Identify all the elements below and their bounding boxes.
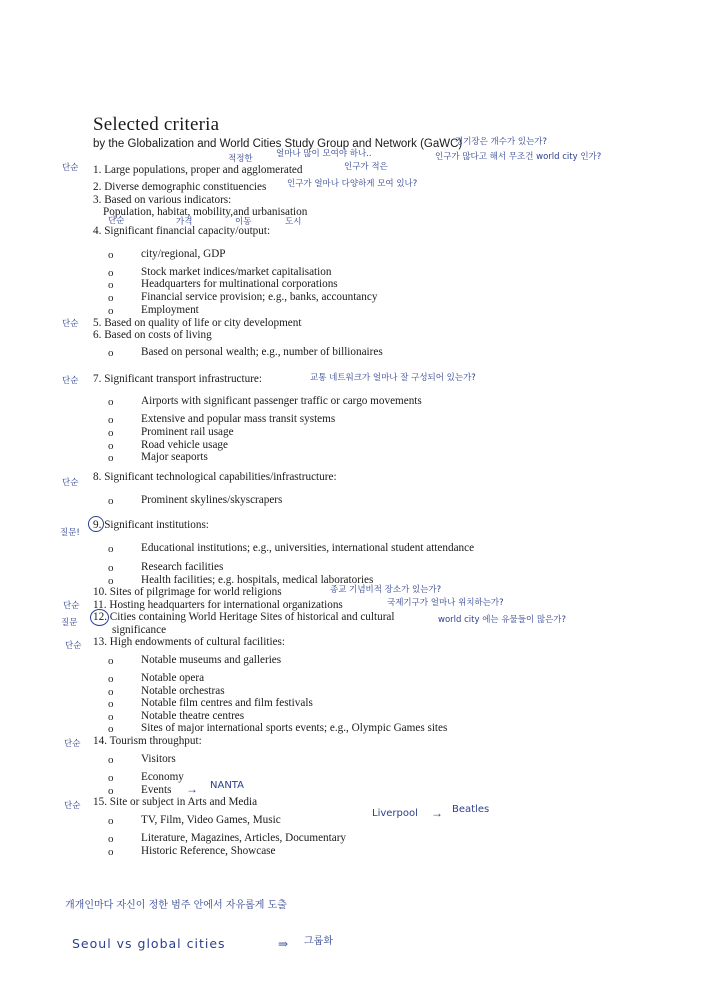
sub-item: Notable opera [141, 672, 205, 684]
handwritten-note: 개개인마다 자신이 정한 범주 안에서 자유롭게 도출 [65, 900, 287, 911]
criterion-12-cont: significance [112, 624, 167, 636]
criterion-9: 9. Significant institutions: [93, 519, 209, 531]
sub-item: Events [141, 784, 172, 796]
bullet-marker: o [108, 427, 114, 439]
bullet-marker: o [108, 292, 114, 304]
criterion-1: 1. Large populations, proper and agglomerated [93, 164, 303, 176]
bullet-marker: o [108, 495, 114, 507]
bullet-marker: o [108, 655, 114, 667]
bullet-marker: o [108, 396, 114, 408]
arrow-icon: → [431, 806, 443, 820]
criterion-6: 6. Based on costs of living [93, 329, 212, 341]
sub-item: Road vehicle usage [141, 439, 228, 451]
criterion-13: 13. High endowments of cultural facilities: [93, 636, 286, 648]
handwritten-note: 종교 기념비적 장소가 있는가? [330, 585, 442, 595]
circle-mark [88, 516, 104, 532]
sub-item: Financial service provision; e.g., banks, accountancy [141, 291, 378, 303]
bullet-marker: o [108, 267, 114, 279]
handwritten-note: 적정한 [228, 154, 253, 164]
sub-item: Notable orchestras [141, 685, 225, 697]
bullet-marker: o [108, 562, 114, 574]
sub-item: Employment [141, 304, 199, 316]
sub-item: Health facilities; e.g. hospitals, medical laboratories [141, 574, 374, 586]
sub-item: Educational institutions; e.g., universities, international student attendance [141, 542, 475, 554]
handwritten-note: 단순 [64, 739, 81, 749]
bullet-marker: o [108, 698, 114, 710]
sub-item: Notable museums and galleries [141, 654, 282, 666]
bullet-marker: o [108, 249, 114, 261]
bullet-marker: o [108, 833, 114, 845]
criterion-10: 10. Sites of pilgrimage for world religions [93, 586, 282, 598]
bullet-marker: o [108, 543, 114, 555]
handwritten-note: 질문! [60, 528, 80, 538]
handwritten-note: 인구가 적은 [344, 162, 388, 172]
bullet-marker: o [108, 347, 114, 359]
sub-item: Economy [141, 771, 184, 783]
handwritten-note: 교통 네트워크가 얼마나 잘 구성되어 있는가? [310, 373, 476, 383]
handwritten-note: 그룹화 [304, 936, 333, 947]
sub-item: Prominent rail usage [141, 426, 234, 438]
handwritten-note: 단순 [64, 801, 81, 811]
handwritten-note: 단순 [62, 319, 79, 329]
criterion-2: 2. Diverse demographic constituencies [93, 181, 267, 193]
handwritten-note: 국제기구가 얼마나 위치하는가? [387, 598, 504, 608]
sub-item: Sites of major international sports events; e.g., Olympic Games sites [141, 722, 448, 734]
sub-item: Historic Reference, Showcase [141, 845, 276, 857]
handwritten-note: world city 에는 유물들이 많은가? [438, 615, 567, 625]
sub-item: city/regional, GDP [141, 248, 226, 260]
bullet-marker: o [108, 723, 114, 735]
criterion-15: 15. Site or subject in Arts and Media [93, 796, 258, 808]
criterion-7: 7. Significant transport infrastructure: [93, 373, 263, 385]
handwritten-note: 단순 [62, 478, 79, 488]
document-subtitle: by the Globalization and World Cities Study Group and Network (GaWC) [93, 138, 463, 150]
criterion-4: 4. Significant financial capacity/output: [93, 225, 271, 237]
sub-item: Based on personal wealth; e.g., number of billionaires [141, 346, 383, 358]
handwritten-note: 가격 [176, 217, 193, 227]
handwritten-note: 단순 [62, 376, 79, 386]
handwritten-note: 단순 [65, 641, 82, 651]
handwritten-note: 인구가 얼마나 다양하게 모여 있나? [287, 179, 418, 189]
bullet-marker: o [108, 673, 114, 685]
criterion-14: 14. Tourism throughput: [93, 735, 202, 747]
criterion-5: 5. Based on quality of life or city development [93, 317, 302, 329]
bullet-marker: o [108, 279, 114, 291]
handwritten-note: 도시 [285, 217, 302, 227]
handwritten-note: 단순 [108, 216, 125, 226]
sub-item: TV, Film, Video Games, Music [141, 814, 281, 826]
handwritten-note: 질문 [61, 618, 78, 628]
bullet-marker: o [108, 711, 114, 723]
document-title: Selected criteria [93, 114, 220, 135]
criterion-3: 3. Based on various indicators: [93, 194, 232, 206]
bullet-marker: o [108, 785, 114, 797]
bullet-marker: o [108, 440, 114, 452]
handwritten-note: 인구가 많다고 해서 무조건 world city 인가? [435, 152, 602, 162]
sub-item: Notable film centres and film festivals [141, 697, 313, 709]
handwritten-note: 단순 [62, 163, 79, 173]
sub-item: Headquarters for multinational corporations [141, 278, 338, 290]
handwritten-note: 이동 [235, 217, 252, 227]
handwritten-note: Beatles [452, 804, 490, 815]
arrow-icon: → [186, 782, 198, 796]
sub-item: Stock market indices/market capitalisation [141, 266, 332, 278]
sub-item: Notable theatre centres [141, 710, 245, 722]
handwritten-note: NANTA [210, 780, 244, 791]
bullet-marker: o [108, 686, 114, 698]
handwritten-note: 얼마나 많이 모여야 하나.. [276, 149, 372, 159]
arrow-icon: ⇒ [278, 937, 289, 951]
criterion-11: 11. Hosting headquarters for international organizations [93, 599, 343, 611]
bullet-marker: o [108, 575, 114, 587]
criterion-12: 12. Cities containing World Heritage Sites of historical and cultural [93, 611, 395, 623]
sub-item: Research facilities [141, 561, 224, 573]
sub-item: Prominent skylines/skyscrapers [141, 494, 283, 506]
handwritten-note: 단순 [63, 601, 80, 611]
handwritten-note: Seoul vs global cities [72, 936, 226, 951]
bullet-marker: o [108, 846, 114, 858]
sub-item: Literature, Magazines, Articles, Documentary [141, 832, 347, 844]
sub-item: Visitors [141, 753, 176, 765]
sub-item: Extensive and popular mass transit systems [141, 413, 336, 425]
sub-item: Airports with significant passenger traffic or cargo movements [141, 395, 422, 407]
bullet-marker: o [108, 772, 114, 784]
handwritten-note: 경기장은 개수가 있는가? [455, 137, 548, 147]
bullet-marker: o [108, 305, 114, 317]
bullet-marker: o [108, 754, 114, 766]
circle-mark [90, 609, 109, 626]
criterion-8: 8. Significant technological capabilities/infrastructure: [93, 471, 337, 483]
handwritten-note: Liverpool [372, 808, 418, 819]
bullet-marker: o [108, 414, 114, 426]
sub-item: Major seaports [141, 451, 208, 463]
bullet-marker: o [108, 452, 114, 464]
bullet-marker: o [108, 815, 114, 827]
criterion-3-detail: Population, habitat, mobility,and urbanisation [103, 206, 308, 218]
